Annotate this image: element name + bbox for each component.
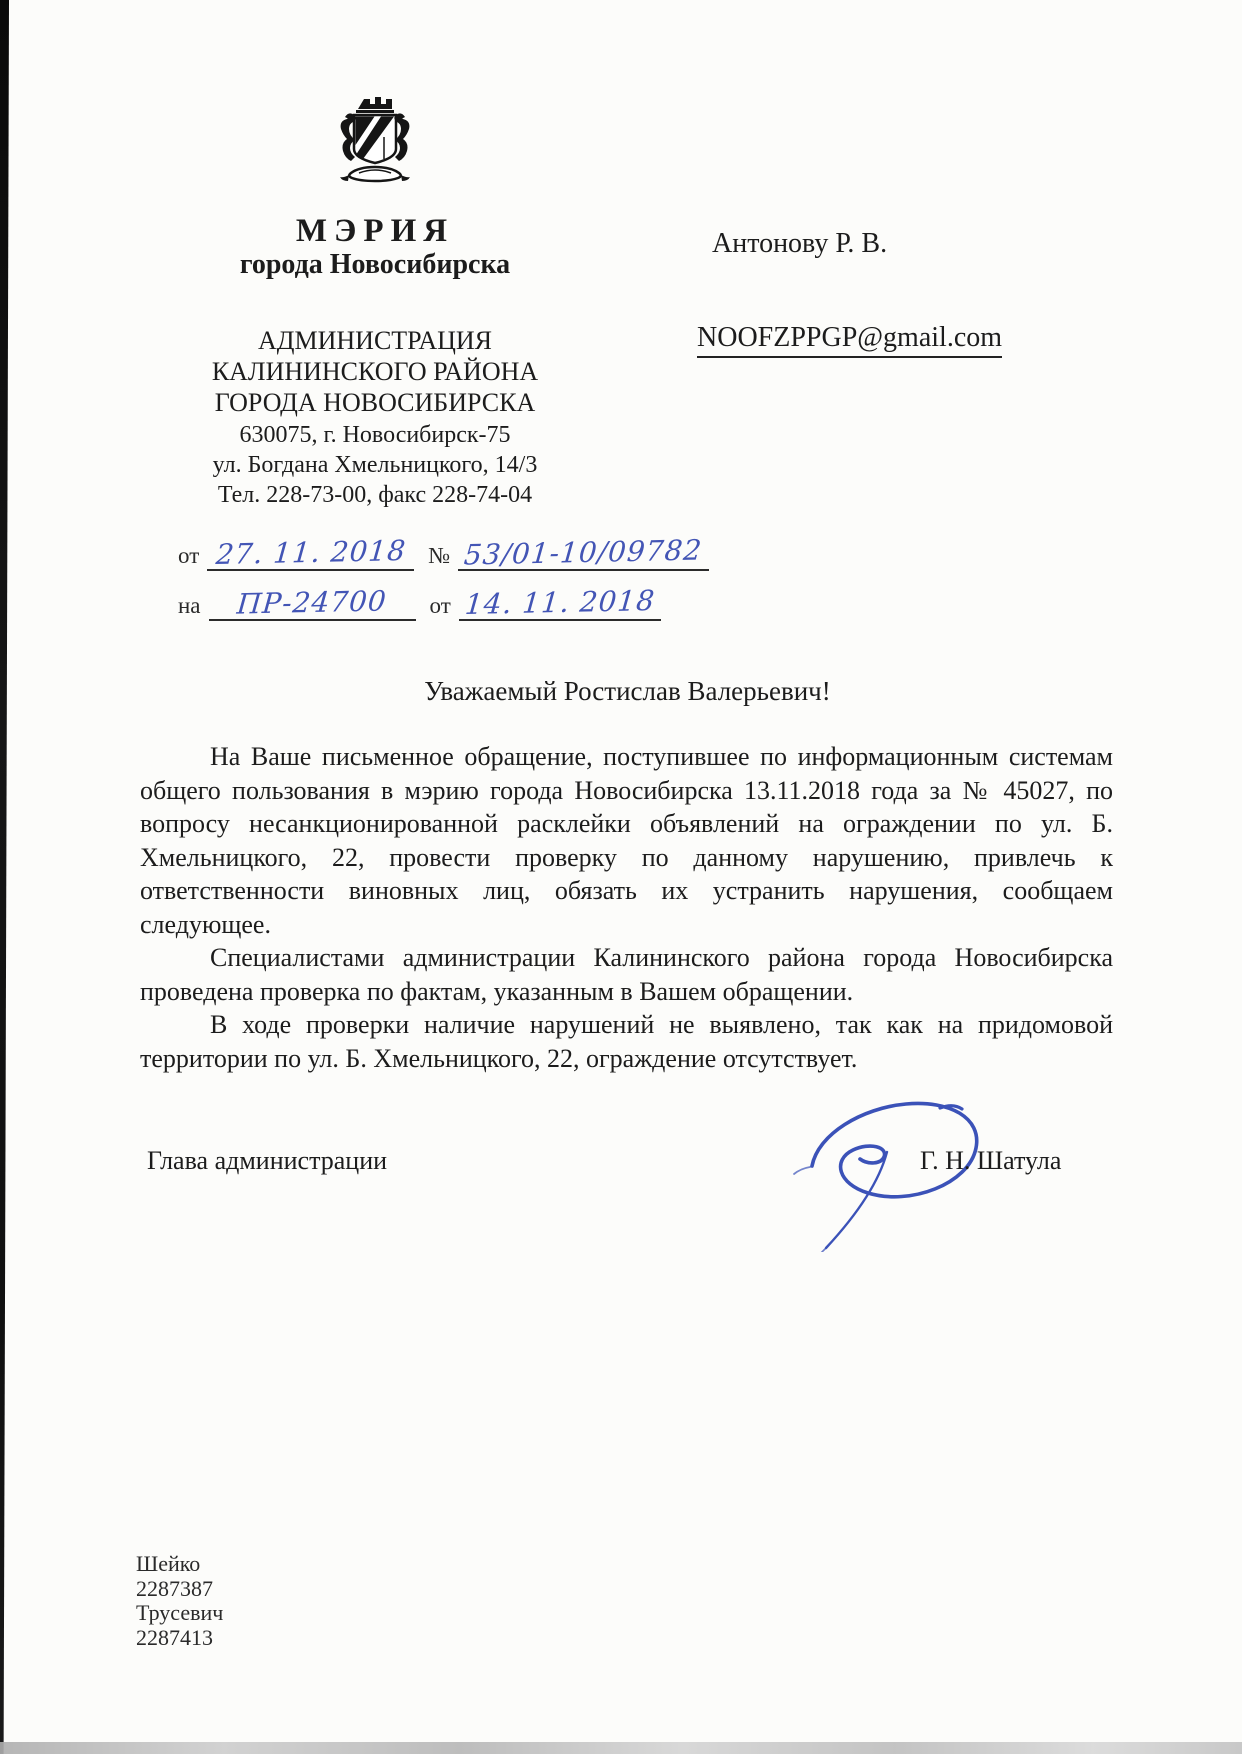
recipient-name: Антонову Р. В. <box>712 228 888 259</box>
outgoing-date-field <box>207 533 414 572</box>
letterhead <box>140 93 610 510</box>
handwritten-incoming-date: 14. 11. 2018 <box>463 583 657 622</box>
org-name-line1: МЭРИЯ <box>295 213 455 249</box>
executor-phone-1: 2287387 <box>136 1575 213 1601</box>
signer-title: Глава администрации <box>147 1146 388 1175</box>
address-street: ул. Богдана Хмельницкого, 14/3 <box>212 452 538 478</box>
dept-line-3: ГОРОДА НОВОСИБИРСКА <box>214 388 536 417</box>
outgoing-number-field <box>458 533 708 572</box>
scan-edge-artifact-left <box>0 0 9 1754</box>
executor-phone-2: 2287413 <box>136 1624 213 1650</box>
handwritten-outgoing-date: 27. 11. 2018 <box>214 533 408 572</box>
handwritten-incoming-number: ПР-24700 <box>235 584 389 621</box>
executor-contacts <box>136 1552 223 1650</box>
body-paragraph-2: Специалистами администрации Калининского района города Новосибирска проведена проверка по фактам, указанным в Вашем обращении. <box>140 943 1113 1006</box>
incoming-date-field <box>459 583 661 622</box>
handwritten-outgoing-number: 53/01-10/09782 <box>462 533 704 572</box>
label-from: от <box>178 543 200 568</box>
novosibirsk-coat-of-arms-icon <box>321 93 429 205</box>
dept-line-1: АДМИНИСТРАЦИЯ <box>258 326 492 355</box>
address-phone-fax: Тел. 228-73-00, факс 228-74-04 <box>217 482 533 508</box>
executor-name-2: Трусевич <box>136 1600 224 1625</box>
label-from: от <box>429 593 451 618</box>
org-name-line2: города Новосибирска <box>239 249 511 280</box>
label-number: № <box>428 543 451 568</box>
scan-edge-artifact-bottom <box>0 1742 1242 1754</box>
body-paragraph-1: На Ваше письменное обращение, поступившее по информационным системам общего пользования в мэрию города Новосибирска 13.11.2018 года за № 45027, по вопросу несанкционированной расклейки объявлений на ограждении по ул. Б. Хмельницкого, 22, провести проверку по данному нарушению, привлечь к ответственности виновных лиц, обязать их устранить нарушения, сообщаем следующее. <box>140 742 1113 939</box>
body-paragraph-3: В ходе проверки наличие нарушений не выявлено, так как на придомовой территории по ул. Б. Хмельницкого, 22, ограждение отсутствует. <box>140 1010 1113 1073</box>
dept-line-2: КАЛИНИНСКОГО РАЙОНА <box>211 357 539 386</box>
outgoing-reference-row <box>178 533 709 572</box>
incoming-reference-row <box>178 583 661 622</box>
address-postal: 630075, г. Новосибирск-75 <box>239 422 511 448</box>
salutation: Уважаемый Ростислав Валерьевич! <box>424 676 831 706</box>
signer-name: Г. Н. Шатула <box>920 1146 1062 1175</box>
recipient-email: NOOFZPPGP@gmail.com <box>697 322 1002 358</box>
executor-name-1: Шейко <box>136 1551 201 1576</box>
incoming-number-field <box>209 586 416 621</box>
label-on: на <box>178 593 201 618</box>
letter-body <box>140 740 1113 1075</box>
